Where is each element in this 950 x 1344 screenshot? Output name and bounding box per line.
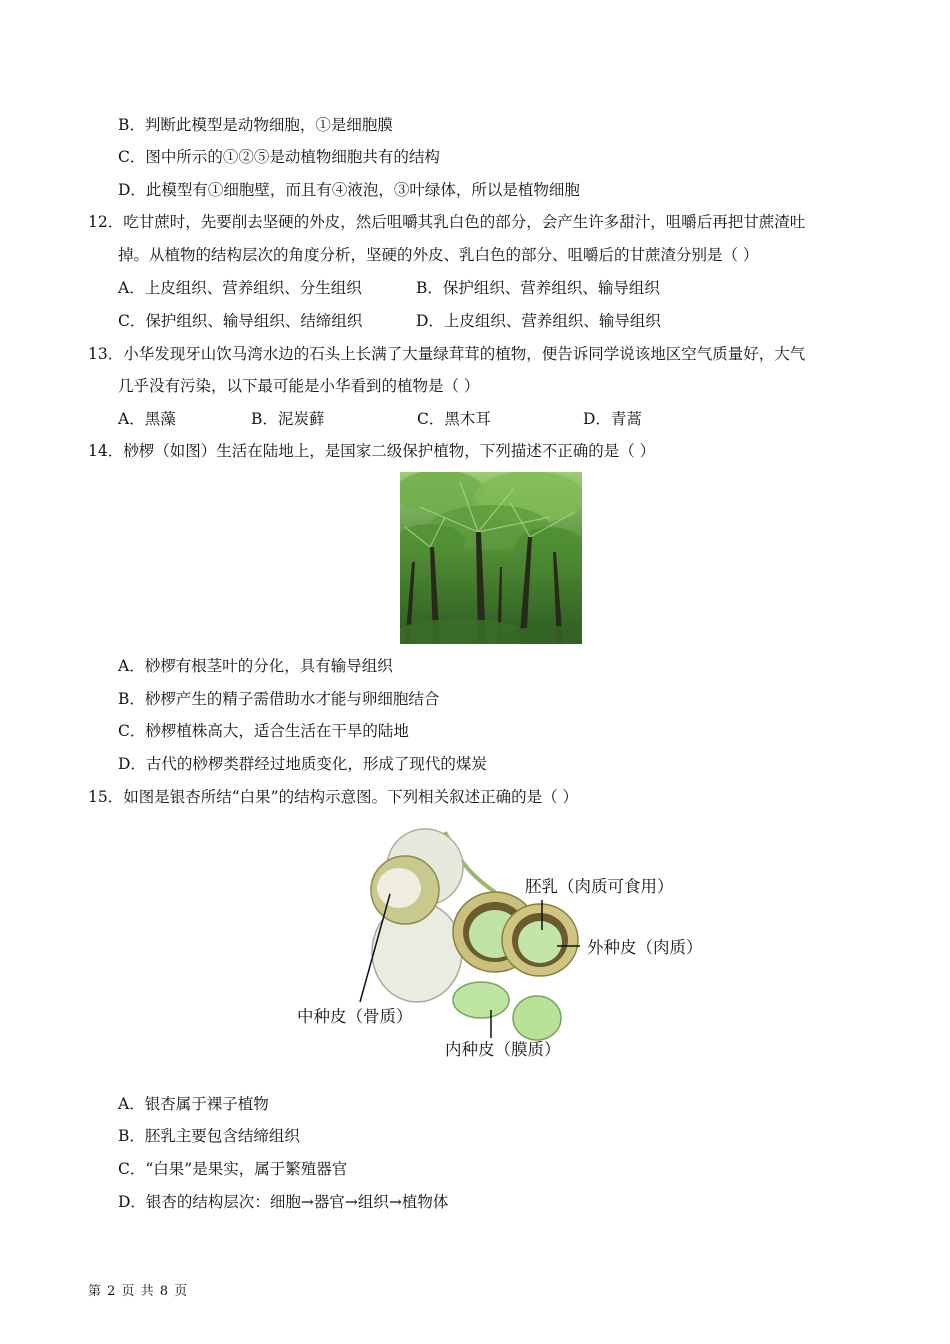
q14-option-c: C．桫椤植株高大，适合生活在干旱的陆地 (118, 722, 409, 740)
q11-option-d: D．此模型有①细胞壁，而且有④液泡，③叶绿体，所以是植物细胞 (118, 181, 580, 199)
q11-option-b: B．判断此模型是动物细胞，①是细胞膜 (118, 116, 393, 134)
q11-option-c: C．图中所示的①②⑤是动植物细胞共有的结构 (118, 148, 440, 166)
q13-option-a: A．黑藻 (118, 410, 176, 428)
label-outer-coat: 外种皮（肉质） (587, 938, 703, 957)
q12-option-c: C．保护组织、输导组织、结缔组织 (118, 312, 363, 330)
q13-option-d: D．青蒿 (583, 410, 642, 428)
q15-option-a: A．银杏属于裸子植物 (118, 1095, 269, 1113)
ginkgo-seed-diagram (295, 822, 715, 1064)
q14-option-d: D．古代的桫椤类群经过地质变化，形成了现代的煤炭 (118, 755, 487, 773)
q15-stem: 15．如图是银杏所结“白果”的结构示意图。下列相关叙述正确的是（ ） (88, 788, 579, 806)
q13-stem-line1: 13．小华发现牙山饮马湾水边的石头上长满了大量绿茸茸的植物，便告诉同学说该地区空气质量好，大气 (88, 345, 806, 363)
q13-option-b: B．泥炭藓 (251, 410, 325, 428)
q13-option-c: C．黑木耳 (417, 410, 491, 428)
q14-option-b: B．桫椤产生的精子需借助水才能与卵细胞结合 (118, 690, 440, 708)
q15-option-c: C．“白果”是果实，属于繁殖器官 (118, 1160, 348, 1178)
q14-stem: 14．桫椤（如图）生活在陆地上，是国家二级保护植物，下列描述不正确的是（ ） (88, 442, 656, 460)
q12-option-d: D．上皮组织、营养组织、输导组织 (416, 312, 661, 330)
q15-option-b: B．胚乳主要包含结缔组织 (118, 1127, 300, 1145)
q12-stem-line1: 12．吃甘蔗时，先要削去坚硬的外皮，然后咀嚼其乳白色的部分，会产生许多甜汁，咀嚼后再把甘蔗渣吐 (88, 213, 806, 231)
q12-option-a: A．上皮组织、营养组织、分生组织 (118, 279, 362, 297)
tree-fern-photo (400, 472, 582, 644)
label-inner-coat: 内种皮（膜质） (445, 1040, 561, 1059)
label-middle-coat: 中种皮（骨质） (297, 1007, 413, 1026)
q14-option-a: A．桫椤有根茎叶的分化，具有输导组织 (118, 657, 393, 675)
q12-stem-line2: 掉。从植物的结构层次的角度分析，坚硬的外皮、乳白色的部分、咀嚼后的甘蔗渣分别是（ ） (118, 246, 759, 264)
q15-option-d: D．银杏的结构层次：细胞→器官→组织→植物体 (118, 1193, 449, 1211)
label-endosperm: 胚乳（肉质可食用） (525, 877, 674, 896)
page-number-footer: 第 2 页 共 8 页 (88, 1284, 189, 1299)
q13-stem-line2: 几乎没有污染，以下最可能是小华看到的植物是（ ） (118, 377, 480, 395)
q12-option-b: B．保护组织、营养组织、输导组织 (416, 279, 660, 297)
